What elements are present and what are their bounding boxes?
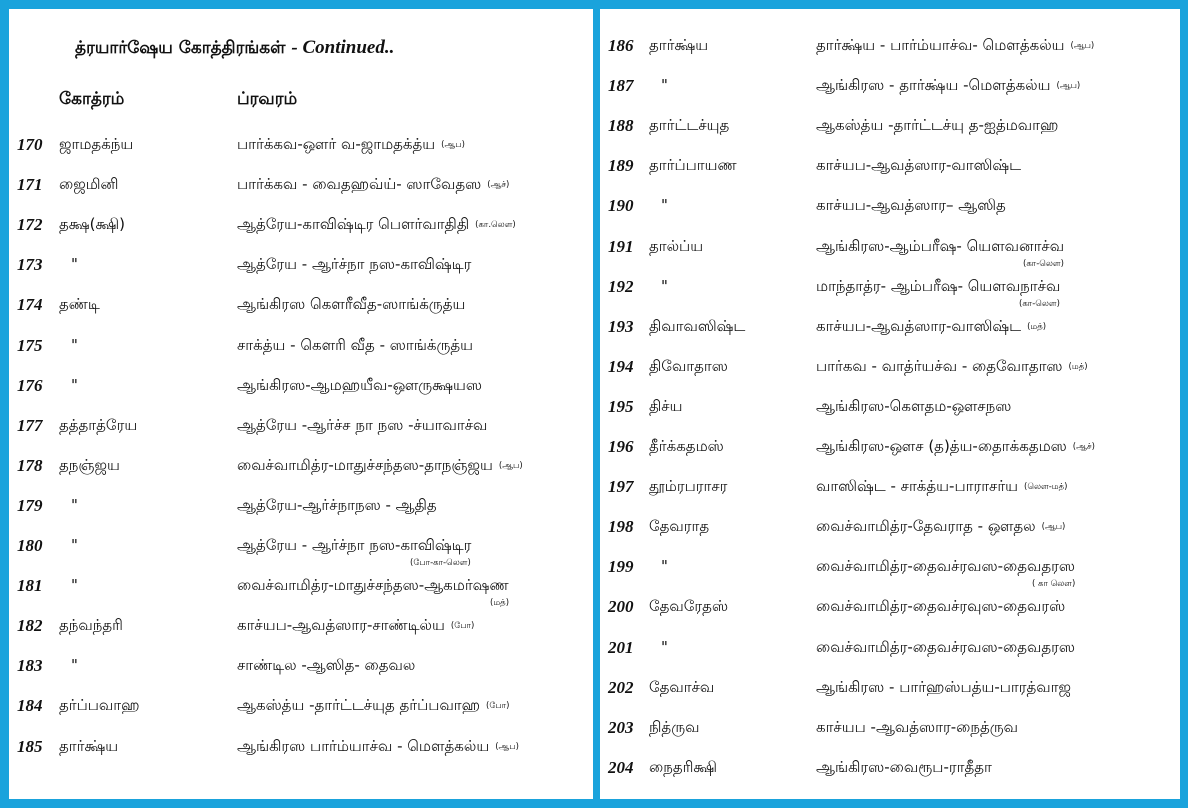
pravara-text xyxy=(237,376,482,396)
row-number: 192 xyxy=(608,276,634,296)
pravara-text xyxy=(816,557,1075,577)
column-header-gotra: கோத்ரம் xyxy=(59,89,125,109)
gotra-name: தார்க்ஷ்ய xyxy=(649,36,709,54)
source-note: (போ-கா-லௌ) xyxy=(410,558,471,568)
gotra-row xyxy=(9,175,593,215)
pravara-text xyxy=(816,76,1080,96)
pravara-text xyxy=(816,517,1065,537)
source-note: (மத்) xyxy=(1027,321,1047,332)
pravara-lineage: ஆத்ரேய - ஆர்ச்நா நஸ-காவிஷ்டிர xyxy=(237,536,472,554)
source-note: (போ) xyxy=(450,621,475,632)
row-number: 196 xyxy=(608,437,634,456)
row-number: 185 xyxy=(17,736,43,756)
pravara-lineage: ஆத்ரேய-ஆர்ச்நாநஸ - ஆதித xyxy=(237,495,437,514)
row-number: 197 xyxy=(608,477,634,497)
row-number: 193 xyxy=(608,316,634,336)
gotra-row xyxy=(600,477,1180,517)
pravara-lineage: ஆங்கிரஸ கௌரீவீத-ஸாங்க்ருத்ய xyxy=(237,295,466,314)
page-title xyxy=(75,37,394,60)
gotra-row xyxy=(600,638,1180,678)
gotra-name: தத்தாத்ரேய xyxy=(59,415,138,434)
pravara-text xyxy=(816,597,1065,617)
row-number: 171 xyxy=(17,175,43,195)
gotra-row xyxy=(600,758,1180,798)
pravara-lineage: மாந்தாத்ர- ஆம்பரீஷ- யௌவநாச்வ xyxy=(816,276,1061,295)
pravara-text xyxy=(816,357,1088,377)
gotra-row xyxy=(9,616,593,656)
left-page xyxy=(9,9,593,799)
gotra-name: தேவராத xyxy=(649,517,710,536)
pravara-text xyxy=(237,336,473,356)
gotra-name: நித்ருவ xyxy=(649,717,700,736)
row-number: 178 xyxy=(17,455,43,475)
source-note: (போ) xyxy=(486,701,510,712)
pravara-text xyxy=(237,215,516,235)
pravara-text xyxy=(237,616,474,636)
pravara-lineage: ஆகஸ்த்ய -தார்ட்டச்யுத தர்ப்பவாஹ xyxy=(237,696,481,715)
row-number: 183 xyxy=(17,656,43,676)
gotra-name: " xyxy=(71,656,78,675)
row-number: 186 xyxy=(608,36,634,55)
source-note: ( கா லௌ) xyxy=(1032,579,1076,590)
gotra-row xyxy=(600,116,1180,156)
title-suffix: - Continued.. xyxy=(291,37,395,58)
gotra-name: தார்ப்பாயண xyxy=(649,156,737,175)
pravara-lineage: ஆத்ரேய-காவிஷ்டிர பௌர்வாதிதி xyxy=(237,215,470,234)
gotra-row xyxy=(600,557,1180,597)
pravara-text xyxy=(237,295,465,315)
pravara-text xyxy=(816,477,1067,497)
gotra-row xyxy=(600,156,1180,196)
pravara-text xyxy=(237,175,509,195)
pravara-lineage: ஆகஸ்த்ய -தார்ட்டச்யு த-ஐத்மவாஹ xyxy=(816,116,1059,135)
gotra-row xyxy=(600,597,1180,637)
pravara-lineage: வைச்வாமித்ர-மாதுச்சந்தஸ-தாநஞ்ஜய xyxy=(237,455,493,474)
gotra-name: தார்க்ஷ்ய xyxy=(59,736,119,755)
source-note: (ஆப) xyxy=(495,741,519,752)
row-number: 199 xyxy=(608,557,634,577)
pravara-text xyxy=(816,36,1094,56)
gotra-name: நைதரிக்ஷி xyxy=(649,757,718,776)
source-note: (ஆப) xyxy=(498,460,523,471)
gotra-row xyxy=(600,76,1180,116)
gotra-row xyxy=(9,336,593,376)
row-number: 187 xyxy=(608,76,634,96)
gotra-name: திவோதாஸ xyxy=(649,356,728,375)
gotra-name: " xyxy=(661,196,668,215)
gotra-row xyxy=(9,737,593,777)
row-number: 191 xyxy=(608,236,634,256)
source-note: (மத்) xyxy=(1068,361,1088,372)
row-number: 194 xyxy=(608,356,634,376)
gotra-name: " xyxy=(71,335,78,354)
pravara-lineage: ஆத்ரேய -ஆர்ச்ச நா நஸ -ச்யாவாச்வ xyxy=(237,415,488,434)
pravara-text xyxy=(816,277,1060,297)
gotra-name: ஜைமினி xyxy=(59,175,119,194)
pravara-text xyxy=(816,156,1021,176)
row-number: 195 xyxy=(608,396,634,416)
pravara-text xyxy=(816,678,1071,698)
row-number: 173 xyxy=(17,255,43,275)
pravara-lineage: ஆங்கிரஸ-ஆம்பரீஷ- யௌவனாச்வ xyxy=(816,236,1065,255)
gotra-row xyxy=(600,317,1180,357)
source-note: (ஆப) xyxy=(1041,522,1066,533)
pravara-lineage: பார்க்கவ-ஔர் வ-ஜாமதக்த்ய xyxy=(237,135,436,153)
source-note: (ஆச்) xyxy=(1072,442,1095,452)
pravara-lineage: பார்கவ - வாத்ர்யச்வ - தைவோதாஸ xyxy=(816,356,1063,375)
row-number: 174 xyxy=(17,295,43,315)
pravara-text xyxy=(816,116,1058,136)
gotra-row xyxy=(9,576,593,616)
pravara-lineage: காச்யப-ஆவத்ஸார-வாஸிஷ்ட xyxy=(816,316,1022,335)
pravara-text xyxy=(816,718,1018,738)
gotra-row xyxy=(600,517,1180,557)
pravara-lineage: காச்யப-ஆவத்ஸார-வாஸிஷ்ட xyxy=(816,156,1022,175)
gotra-name: தண்டி xyxy=(59,295,100,314)
pravara-text xyxy=(237,576,509,596)
gotra-name: தார்ட்டச்யுத xyxy=(649,116,730,135)
pravara-lineage: வைச்வாமித்ர-தைவச்ரவஸ-தைவதரஸ xyxy=(816,557,1075,576)
gotra-name: " xyxy=(71,375,78,394)
source-note: (ஆச்) xyxy=(487,180,510,191)
pravara-text xyxy=(816,397,1011,417)
pravara-lineage: வாஸிஷ்ட - சாக்த்ய-பாராசர்ய xyxy=(816,477,1019,496)
pravara-lineage: ஆத்ரேய - ஆர்ச்நா நஸ-காவிஷ்டிர xyxy=(237,255,472,274)
source-note: (கா.லௌ) xyxy=(475,220,516,231)
pravara-lineage: சாக்த்ய - கௌரி வீத - ஸாங்க்ருத்ய xyxy=(237,335,473,354)
pravara-text xyxy=(816,638,1075,658)
gotra-name: " xyxy=(661,76,668,95)
gotra-name: தநஞ்ஜய xyxy=(59,455,120,474)
source-note: (கா-லௌ) xyxy=(1019,298,1060,309)
row-number: 176 xyxy=(17,375,43,395)
pravara-text xyxy=(816,317,1046,337)
source-note: (லௌ-மத்) xyxy=(1024,482,1068,493)
gotra-row xyxy=(9,656,593,696)
source-note: (ஆப) xyxy=(1056,81,1081,92)
gotra-row xyxy=(600,397,1180,437)
pravara-lineage: ஆங்கிரஸ - தார்க்ஷ்ய -மௌத்கல்ய xyxy=(816,76,1051,95)
row-number: 170 xyxy=(17,135,43,154)
pravara-lineage: ஆங்கிரஸ-வைரூப-ராதீதா xyxy=(816,757,992,776)
row-number: 189 xyxy=(608,156,634,176)
pravara-lineage: ஆங்கிரஸ-கௌதம-ஔசநஸ xyxy=(816,396,1012,415)
row-number: 190 xyxy=(608,196,634,216)
row-number: 172 xyxy=(17,215,43,235)
pravara-text xyxy=(237,656,415,676)
gotra-name: தேவாச்வ xyxy=(649,677,715,696)
pravara-text xyxy=(816,196,1006,216)
pravara-text xyxy=(816,758,992,778)
gotra-row xyxy=(600,237,1180,277)
gotra-name: " xyxy=(661,276,668,295)
gotra-row xyxy=(9,255,593,295)
row-number: 175 xyxy=(17,335,43,355)
gotra-row xyxy=(600,277,1180,317)
gotra-name: தீர்க்கதமஸ் xyxy=(649,437,724,455)
title-text: த்ரயார்ஷேய கோத்திரங்கள் xyxy=(75,38,286,58)
pravara-text xyxy=(237,496,437,516)
pravara-lineage: வைச்வாமித்ர-தைவச்ரவுஸ-தைவரஸ் xyxy=(816,597,1066,616)
row-number: 181 xyxy=(17,576,43,596)
pravara-text xyxy=(237,135,465,155)
gotra-row xyxy=(9,135,593,175)
pravara-lineage: காச்யப-ஆவத்ஸார-சாண்டில்ய xyxy=(237,616,445,635)
pravara-text xyxy=(237,737,519,757)
gotra-name: தர்ப்பவாஹ xyxy=(59,696,140,715)
pravara-text xyxy=(237,255,471,275)
row-number: 182 xyxy=(17,616,43,636)
gotra-row xyxy=(600,357,1180,397)
gotra-row xyxy=(9,696,593,736)
gotra-name: " xyxy=(71,536,78,554)
pravara-text xyxy=(816,437,1095,457)
pravara-lineage: காச்யப-ஆவத்ஸார– ஆஸித xyxy=(816,196,1006,215)
source-note: (கா-லௌ) xyxy=(1023,258,1064,269)
gotra-row xyxy=(600,678,1180,718)
pravara-text xyxy=(816,237,1064,257)
pravara-text xyxy=(237,536,471,556)
pravara-lineage: வைச்வாமித்ர-தேவராத - ஔதல xyxy=(816,517,1036,536)
row-number: 180 xyxy=(17,536,43,555)
gotra-name: தால்ப்ய xyxy=(649,236,704,255)
pravara-lineage: வைச்வாமித்ர-மாதுச்சந்தஸ-ஆகமர்ஷண xyxy=(237,576,509,595)
gotra-row xyxy=(9,376,593,416)
gotra-row xyxy=(600,196,1180,236)
row-number: 179 xyxy=(17,495,43,515)
gotra-row xyxy=(9,215,593,255)
gotra-name: " xyxy=(661,637,668,656)
row-number: 184 xyxy=(17,696,43,716)
gotra-row xyxy=(9,295,593,335)
pravara-lineage: ஆங்கிரஸ-ஆமஹயீவ-ஔருக்ஷயஸ xyxy=(237,375,483,394)
pravara-text xyxy=(237,696,509,716)
gotra-name: தூம்ரபராசர xyxy=(649,477,728,496)
gotra-row xyxy=(9,456,593,496)
gotra-name: " xyxy=(71,255,78,274)
row-number: 201 xyxy=(608,637,634,657)
row-number: 204 xyxy=(608,757,634,777)
pravara-lineage: வைச்வாமித்ர-தைவச்ரவஸ-தைவதரஸ xyxy=(816,637,1075,656)
gotra-row xyxy=(9,416,593,456)
source-note: (ஆப) xyxy=(441,140,465,150)
gotra-row xyxy=(9,536,593,576)
row-number: 188 xyxy=(608,116,634,136)
gotra-name: " xyxy=(71,576,78,595)
pravara-lineage: தார்க்ஷ்ய - பார்ம்யாச்வ- மௌத்கல்ய xyxy=(816,36,1065,54)
pravara-lineage: காச்யப -ஆவத்ஸார-நைத்ருவ xyxy=(816,717,1018,736)
pravara-lineage: சாண்டில -ஆஸித- தைவல xyxy=(237,656,416,675)
pravara-lineage: ஆங்கிரஸ-ஔச (த)த்ய-தைாக்கதமஸ xyxy=(816,437,1067,455)
pravara-lineage: பார்க்கவ - வைதஹவ்ய்- ஸாவேதஸ xyxy=(237,175,482,194)
gotra-name: திவாவஸிஷ்ட xyxy=(649,316,746,335)
gotra-row xyxy=(9,496,593,536)
right-page xyxy=(600,9,1180,799)
row-number: 177 xyxy=(17,415,43,435)
column-header-pravara: ப்ரவரம் xyxy=(237,89,298,109)
row-number: 200 xyxy=(608,597,634,617)
gotra-name: தந்வந்தரி xyxy=(59,616,123,635)
row-number: 198 xyxy=(608,517,634,537)
gotra-row xyxy=(600,437,1180,477)
gotra-row xyxy=(600,718,1180,758)
source-note: (மத்) xyxy=(490,598,510,609)
pravara-text xyxy=(237,456,523,476)
gotra-name: தேவரேதஸ் xyxy=(649,597,729,616)
row-number: 202 xyxy=(608,677,634,697)
gotra-row xyxy=(600,36,1180,76)
gotra-name: " xyxy=(71,495,78,514)
pravara-lineage: ஆங்கிரஸ - பார்ஹஸ்பத்ய-பாரத்வாஜ xyxy=(816,677,1071,696)
pravara-lineage: ஆங்கிரஸ பார்ம்யாச்வ - மௌத்கல்ய xyxy=(237,736,490,755)
gotra-name: தக்ஷ(க்ஷி) xyxy=(59,215,125,234)
row-number: 203 xyxy=(608,717,634,737)
gotra-name: திச்ய xyxy=(649,396,683,415)
source-note: (ஆப) xyxy=(1070,41,1095,51)
gotra-name: " xyxy=(661,557,668,576)
gotra-name: ஜாமதக்ந்ய xyxy=(59,135,134,153)
pravara-text xyxy=(237,416,487,436)
